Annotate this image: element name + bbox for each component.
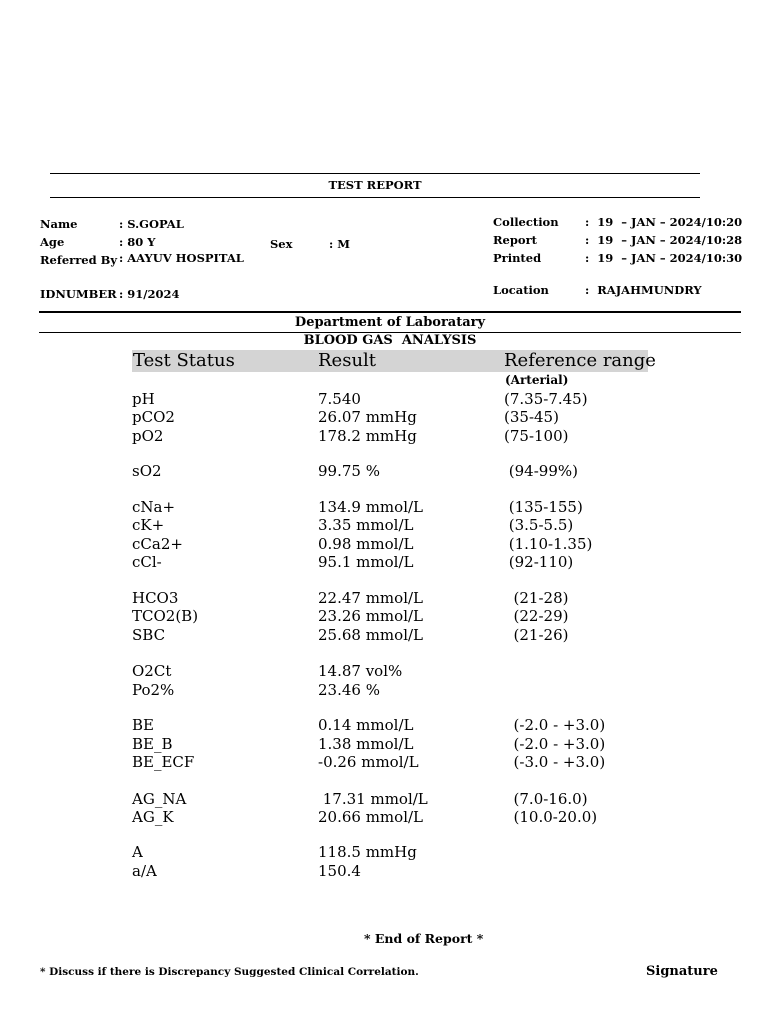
- row-reference: (7.0-16.0): [504, 790, 588, 808]
- department-title: Department of Laboratary: [294, 315, 486, 330]
- row-test-name: cCl-: [132, 553, 162, 571]
- age-value: : 80 Y: [119, 235, 156, 249]
- row-result: 25.68 mmol/L: [318, 626, 423, 644]
- row-result: 20.66 mmol/L: [318, 808, 423, 826]
- row-result: 3.35 mmol/L: [318, 516, 414, 534]
- printed-value: : 19 – JAN – 2024/10:30: [585, 251, 743, 265]
- report-title: TEST REPORT: [328, 178, 422, 192]
- row-result: 0.14 mmol/L: [318, 716, 414, 734]
- row-reference: (1.10-1.35): [504, 535, 593, 553]
- row-test-name: pO2: [132, 427, 164, 445]
- row-result: 95.1 mmol/L: [318, 553, 414, 571]
- row-reference: (135-155): [504, 498, 583, 516]
- report-label: Report: [493, 233, 537, 247]
- id-value: : 91/2024: [119, 287, 180, 301]
- row-test-name: Po2%: [132, 681, 175, 699]
- row-test-name: BE_B: [132, 735, 173, 753]
- row-test-name: SBC: [132, 626, 166, 644]
- report-value: : 19 – JAN – 2024/10:28: [585, 233, 743, 247]
- row-reference: (10.0-20.0): [504, 808, 598, 826]
- row-test-name: sO2: [132, 462, 162, 480]
- top-rule: [50, 173, 700, 174]
- row-result: 150.4: [318, 862, 361, 880]
- row-reference: (75-100): [504, 427, 569, 445]
- row-test-name: cCa2+: [132, 535, 183, 553]
- row-test-name: cNa+: [132, 498, 176, 516]
- row-result: 178.2 mmHg: [318, 427, 417, 445]
- row-reference: (21-28): [504, 589, 569, 607]
- end-of-report: * End of Report *: [364, 931, 484, 946]
- collection-value: : 19 – JAN – 2024/10:20: [585, 215, 743, 229]
- printed-label: Printed: [493, 251, 542, 265]
- row-test-name: cK+: [132, 516, 165, 534]
- row-test-name: AG_K: [132, 808, 174, 826]
- dept-rule-top: [39, 311, 741, 313]
- row-result: -0.26 mmol/L: [318, 753, 419, 771]
- title-rule: [50, 197, 700, 198]
- sex-value: : M: [329, 237, 350, 251]
- name-value: : S.GOPAL: [119, 217, 184, 231]
- row-test-name: AG_NA: [132, 790, 187, 808]
- row-result: 23.26 mmol/L: [318, 607, 423, 625]
- collection-label: Collection: [493, 215, 559, 229]
- row-reference: (22-29): [504, 607, 569, 625]
- row-test-name: A: [132, 843, 143, 861]
- arterial-subheader: (Arterial): [505, 373, 569, 387]
- row-reference: (-3.0 - +3.0): [504, 753, 606, 771]
- row-reference: (-2.0 - +3.0): [504, 735, 606, 753]
- row-reference: (7.35-7.45): [504, 390, 588, 408]
- name-label: Name: [40, 217, 78, 231]
- row-result: 0.98 mmol/L: [318, 535, 414, 553]
- row-test-name: BE: [132, 716, 154, 734]
- row-result: 17.31 mmol/L: [318, 790, 428, 808]
- row-result: 7.540: [318, 390, 361, 408]
- row-test-name: BE_ECF: [132, 753, 195, 771]
- row-reference: (94-99%): [504, 462, 578, 480]
- location-label: Location: [493, 283, 549, 297]
- footnote: * Discuss if there is Discrepancy Suggested Clinical Correlation.: [40, 966, 419, 978]
- age-label: Age: [40, 235, 65, 249]
- row-result: 22.47 mmol/L: [318, 589, 423, 607]
- header-result: Result: [318, 350, 377, 371]
- signature: Signature: [646, 964, 718, 979]
- row-test-name: O2Ct: [132, 662, 172, 680]
- row-test-name: a/A: [132, 862, 157, 880]
- row-reference: (35-45): [504, 408, 559, 426]
- referred-label: Referred By: [40, 253, 118, 267]
- id-label: IDNUMBER: [40, 287, 117, 301]
- row-result: 118.5 mmHg: [318, 843, 417, 861]
- row-test-name: pCO2: [132, 408, 175, 426]
- row-result: 14.87 vol%: [318, 662, 403, 680]
- section-title: BLOOD GAS ANALYSIS: [303, 333, 477, 348]
- row-result: 23.46 %: [318, 681, 380, 699]
- row-reference: (3.5-5.5): [504, 516, 574, 534]
- row-test-name: TCO2(B): [132, 607, 199, 625]
- row-reference: (21-26): [504, 626, 569, 644]
- row-test-name: pH: [132, 390, 155, 408]
- header-test-status: Test Status: [133, 350, 235, 371]
- row-result: 1.38 mmol/L: [318, 735, 414, 753]
- row-reference: (-2.0 - +3.0): [504, 716, 606, 734]
- row-reference: (92-110): [504, 553, 574, 571]
- referred-value: : AAYUV HOSPITAL: [119, 251, 244, 265]
- row-test-name: HCO3: [132, 589, 179, 607]
- location-value: : RAJAHMUNDRY: [585, 283, 702, 297]
- row-result: 134.9 mmol/L: [318, 498, 423, 516]
- sex-label: Sex: [270, 237, 293, 251]
- row-result: 26.07 mmHg: [318, 408, 417, 426]
- header-reference-range: Reference range: [504, 350, 656, 371]
- row-result: 99.75 %: [318, 462, 380, 480]
